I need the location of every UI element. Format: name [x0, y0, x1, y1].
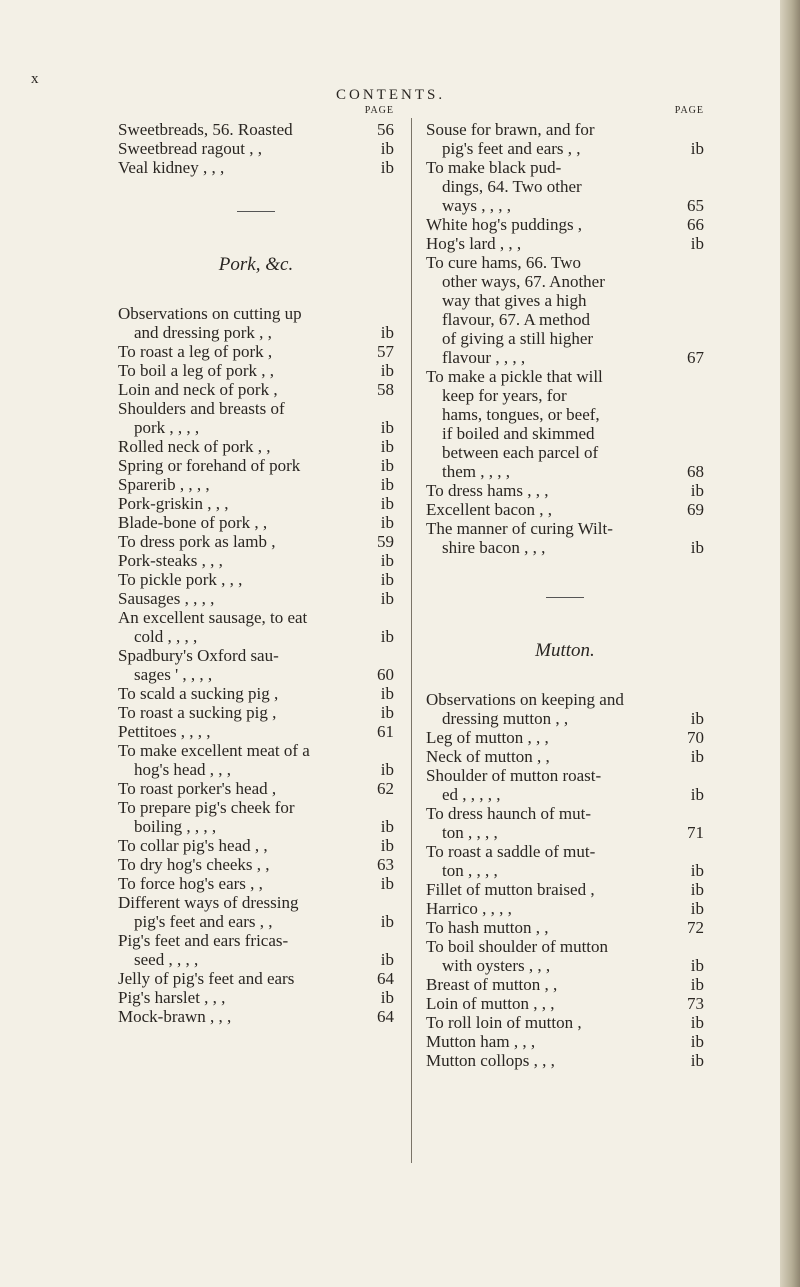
entry-text: To make black pud-: [426, 158, 562, 177]
page-edge: [780, 0, 800, 1287]
toc-entry: [118, 741, 394, 760]
toc-entry: [426, 823, 704, 842]
entry-page-number: ib: [380, 139, 394, 158]
entry-text: To scald a sucking pig ,: [118, 684, 279, 703]
entry-page-number: ib: [690, 709, 704, 728]
entry-text: Sausages , , , ,: [118, 589, 215, 608]
entry-page-number: ib: [690, 234, 704, 253]
entry-page-number: ib: [380, 437, 394, 456]
entry-text: Loin and neck of pork ,: [118, 380, 278, 399]
entry-text: An excellent sausage, to eat: [118, 608, 308, 627]
toc-entry: [118, 627, 394, 646]
entry-text: with oysters , , ,: [442, 956, 551, 975]
entry-text: Pig's harslet , , ,: [118, 988, 226, 1007]
entry-page-number: 59: [377, 532, 394, 551]
entry-page-number: ib: [690, 538, 704, 557]
toc-entry: [426, 481, 704, 500]
left-top-entries: [118, 120, 394, 177]
toc-entry: [118, 589, 394, 608]
entry-text: Shoulders and breasts of: [118, 399, 285, 418]
entry-text: hams, tongues, or beef,: [442, 405, 600, 424]
entry-text: other ways, 67. Another: [442, 272, 605, 291]
entry-page-number: 64: [377, 969, 394, 988]
entry-page-number: 67: [687, 348, 704, 367]
toc-entry: [426, 1013, 704, 1032]
entry-page-number: ib: [380, 912, 394, 931]
right-column: [426, 105, 704, 1070]
toc-entry: [118, 494, 394, 513]
toc-entry: [118, 304, 394, 323]
entry-text: To prepare pig's cheek for: [118, 798, 295, 817]
entry-text: Neck of mutton , ,: [426, 747, 550, 766]
entry-page-number: ib: [380, 361, 394, 380]
toc-entry: [426, 994, 704, 1013]
entry-text: if boiled and skimmed: [442, 424, 595, 443]
entry-text: Breast of mutton , ,: [426, 975, 558, 994]
toc-entry: [118, 475, 394, 494]
entry-text: way that gives a high: [442, 291, 587, 310]
entry-page-number: 72: [687, 918, 704, 937]
entry-page-number: ib: [690, 1032, 704, 1051]
entry-text: To cure hams, 66. Two: [426, 253, 582, 272]
entry-page-number: ib: [380, 494, 394, 513]
entry-page-number: 71: [687, 823, 704, 842]
entry-text: To make a pickle that will: [426, 367, 603, 386]
toc-entry: [118, 361, 394, 380]
toc-entry: [426, 310, 704, 329]
entry-page-number: ib: [380, 570, 394, 589]
entry-text: boiling , , , ,: [134, 817, 217, 836]
toc-entry: [118, 437, 394, 456]
entry-text: Mock-brawn , , ,: [118, 1007, 232, 1026]
toc-entry: [426, 443, 704, 462]
toc-entry: [426, 785, 704, 804]
toc-entry: [426, 728, 704, 747]
entry-page-number: ib: [380, 684, 394, 703]
toc-entry: [426, 329, 704, 348]
entry-text: To dress haunch of mut-: [426, 804, 591, 823]
toc-entry: [118, 532, 394, 551]
toc-entry: [426, 861, 704, 880]
toc-entry: [426, 899, 704, 918]
toc-entry: [426, 1051, 704, 1070]
entry-text: To roast a sucking pig ,: [118, 703, 277, 722]
toc-entry: [426, 348, 704, 367]
toc-entry: [118, 817, 394, 836]
toc-entry: [426, 918, 704, 937]
entry-text: To hash mutton , ,: [426, 918, 549, 937]
toc-entry: [118, 703, 394, 722]
entry-text: To roast a saddle of mut-: [426, 842, 596, 861]
entry-text: Pig's feet and ears fricas-: [118, 931, 289, 950]
section-title-mutton: Mutton.: [535, 640, 595, 661]
entry-page-number: ib: [380, 703, 394, 722]
entry-text: To pickle pork , , ,: [118, 570, 243, 589]
entry-text: flavour , , , ,: [442, 348, 526, 367]
entry-text: Loin of mutton , , ,: [426, 994, 555, 1013]
section-title-pork: Pork, &c.: [218, 254, 294, 275]
toc-entry: [118, 969, 394, 988]
entry-page-number: ib: [380, 950, 394, 969]
entry-text: pig's feet and ears , ,: [442, 139, 581, 158]
toc-entry: [426, 158, 704, 177]
entry-page-number: ib: [690, 899, 704, 918]
entry-text: between each parcel of: [442, 443, 599, 462]
entry-text: To force hog's ears , ,: [118, 874, 263, 893]
entry-page-number: 73: [687, 994, 704, 1013]
toc-entry: [426, 747, 704, 766]
entry-text: To roast a leg of pork ,: [118, 342, 273, 361]
toc-entry: [118, 139, 394, 158]
left-column: [118, 105, 394, 1026]
toc-entry: [426, 538, 704, 557]
entry-text: To collar pig's head , ,: [118, 836, 268, 855]
entry-text: keep for years, for: [442, 386, 567, 405]
running-title: CONTENTS.: [336, 87, 446, 103]
entry-page-number: ib: [380, 418, 394, 437]
entry-text: cold , , , ,: [134, 627, 198, 646]
entry-page-number: ib: [690, 139, 704, 158]
entry-text: Spring or forehand of pork: [118, 456, 301, 475]
entry-text: To dress hams , , ,: [426, 481, 549, 500]
entry-text: White hog's puddings ,: [426, 215, 583, 234]
toc-entry: [426, 234, 704, 253]
entry-page-number: 63: [377, 855, 394, 874]
entry-text: Observations on keeping and: [426, 690, 624, 709]
entry-page-number: 69: [687, 500, 704, 519]
entry-text: To make excellent meat of a: [118, 741, 310, 760]
toc-entry: [426, 519, 704, 538]
entry-text: ed , , , , ,: [442, 785, 501, 804]
toc-entry: [426, 1032, 704, 1051]
entry-page-number: ib: [380, 551, 394, 570]
toc-entry: [426, 880, 704, 899]
section-rule: [546, 597, 584, 598]
entry-text: Blade-bone of pork , ,: [118, 513, 268, 532]
entry-page-number: ib: [690, 1051, 704, 1070]
toc-entry: [118, 912, 394, 931]
toc-entry: [118, 874, 394, 893]
entry-page-number: ib: [380, 323, 394, 342]
entry-page-number: 56: [377, 120, 394, 139]
page-column-label: PAGE: [364, 105, 394, 116]
entry-text: Sparerib , , , ,: [118, 475, 210, 494]
entry-text: Sweetbreads, 56. Roasted: [118, 120, 293, 139]
toc-entry: [118, 988, 394, 1007]
toc-entry: [426, 766, 704, 785]
entry-page-number: ib: [690, 975, 704, 994]
toc-entry: [426, 177, 704, 196]
toc-entry: [118, 399, 394, 418]
toc-entry: [426, 975, 704, 994]
entry-text: The manner of curing Wilt-: [426, 519, 613, 538]
entry-page-number: ib: [380, 513, 394, 532]
page-number: x: [31, 71, 40, 87]
entry-text: and dressing pork , ,: [134, 323, 272, 342]
toc-entry: [426, 291, 704, 310]
entry-text: Pork-steaks , , ,: [118, 551, 223, 570]
toc-entry: [426, 139, 704, 158]
toc-entry: [118, 608, 394, 627]
entry-page-number: ib: [380, 475, 394, 494]
toc-entry: [118, 665, 394, 684]
toc-entry: [118, 323, 394, 342]
toc-entry: [118, 551, 394, 570]
toc-entry: [118, 570, 394, 589]
toc-entry: [118, 779, 394, 798]
toc-entry: [118, 760, 394, 779]
toc-entry: [426, 937, 704, 956]
entry-text: To boil shoulder of mutton: [426, 937, 609, 956]
toc-entry: [118, 798, 394, 817]
toc-entry: [118, 893, 394, 912]
toc-entry: [426, 424, 704, 443]
entry-text: To dry hog's cheeks , ,: [118, 855, 270, 874]
entry-page-number: ib: [690, 785, 704, 804]
entry-text: them , , , ,: [442, 462, 510, 481]
entry-page-number: ib: [380, 627, 394, 646]
entry-text: Observations on cutting up: [118, 304, 302, 323]
toc-entry: [426, 956, 704, 975]
toc-entry: [118, 513, 394, 532]
entry-page-number: 68: [687, 462, 704, 481]
right-top-entries: [426, 120, 704, 557]
entry-text: Leg of mutton , , ,: [426, 728, 549, 747]
entry-text: shire bacon , , ,: [442, 538, 546, 557]
toc-entry: [426, 500, 704, 519]
toc-entry: [426, 120, 704, 139]
entry-page-number: ib: [690, 880, 704, 899]
entry-text: Different ways of dressing: [118, 893, 299, 912]
entry-page-number: ib: [380, 760, 394, 779]
entry-page-number: ib: [690, 956, 704, 975]
entry-page-number: 62: [377, 779, 394, 798]
entry-page-number: ib: [690, 861, 704, 880]
pork-entries: [118, 304, 394, 1026]
entry-page-number: 64: [377, 1007, 394, 1026]
toc-entry: [426, 405, 704, 424]
toc-entry: [118, 646, 394, 665]
entry-text: To dress pork as lamb ,: [118, 532, 276, 551]
entry-text: ways , , , ,: [442, 196, 511, 215]
entry-text: Shoulder of mutton roast-: [426, 766, 602, 785]
toc-entry: [118, 158, 394, 177]
entry-text: Excellent bacon , ,: [426, 500, 553, 519]
entry-page-number: ib: [690, 747, 704, 766]
toc-entry: [426, 804, 704, 823]
entry-text: seed , , , ,: [134, 950, 199, 969]
entry-text: Mutton ham , , ,: [426, 1032, 536, 1051]
entry-text: ton , , , ,: [442, 823, 498, 842]
entry-text: flavour, 67. A method: [442, 310, 591, 329]
toc-entry: [426, 709, 704, 728]
column-divider: [411, 118, 412, 1163]
entry-text: dings, 64. Two other: [442, 177, 582, 196]
entry-text: Souse for brawn, and for: [426, 120, 595, 139]
toc-entry: [118, 684, 394, 703]
page-column-label: PAGE: [674, 105, 704, 116]
toc-entry: [118, 380, 394, 399]
entry-page-number: 60: [377, 665, 394, 684]
toc-entry: [426, 196, 704, 215]
toc-entry: [118, 342, 394, 361]
entry-page-number: ib: [380, 874, 394, 893]
toc-entry: [426, 462, 704, 481]
entry-page-number: ib: [380, 589, 394, 608]
entry-text: Jelly of pig's feet and ears: [118, 969, 295, 988]
toc-entry: [118, 456, 394, 475]
entry-page-number: 65: [687, 196, 704, 215]
toc-entry: [426, 842, 704, 861]
toc-entry: [118, 836, 394, 855]
entry-text: Hog's lard , , ,: [426, 234, 522, 253]
entry-text: sages ' , , , ,: [134, 665, 213, 684]
toc-entry: [118, 950, 394, 969]
entry-text: To boil a leg of pork , ,: [118, 361, 275, 380]
entry-page-number: 61: [377, 722, 394, 741]
toc-entry: [118, 722, 394, 741]
entry-page-number: ib: [690, 481, 704, 500]
entry-text: To roast porker's head ,: [118, 779, 277, 798]
entry-text: of giving a still higher: [442, 329, 594, 348]
entry-text: ton , , , ,: [442, 861, 498, 880]
toc-entry: [118, 1007, 394, 1026]
toc-entry: [118, 120, 394, 139]
entry-text: Veal kidney , , ,: [118, 158, 225, 177]
entry-text: Fillet of mutton braised ,: [426, 880, 595, 899]
entry-page-number: ib: [380, 817, 394, 836]
entry-page-number: 66: [687, 215, 704, 234]
toc-entry: [426, 253, 704, 272]
entry-page-number: 57: [377, 342, 394, 361]
entry-text: Harrico , , , ,: [426, 899, 512, 918]
section-rule: [237, 211, 275, 212]
entry-text: Spadbury's Oxford sau-: [118, 646, 279, 665]
entry-text: To roll loin of mutton ,: [426, 1013, 582, 1032]
entry-text: Mutton collops , , ,: [426, 1051, 555, 1070]
entry-page-number: ib: [380, 158, 394, 177]
entry-text: Sweetbread ragout , ,: [118, 139, 262, 158]
mutton-entries: [426, 690, 704, 1070]
toc-entry: [118, 855, 394, 874]
toc-entry: [426, 386, 704, 405]
entry-text: hog's head , , ,: [134, 760, 232, 779]
entry-page-number: ib: [690, 1013, 704, 1032]
entry-page-number: ib: [380, 456, 394, 475]
entry-text: pork , , , ,: [134, 418, 200, 437]
entry-text: Pettitoes , , , ,: [118, 722, 211, 741]
toc-entry: [426, 272, 704, 291]
entry-page-number: 70: [687, 728, 704, 747]
toc-entry: [426, 690, 704, 709]
entry-text: dressing mutton , ,: [442, 709, 569, 728]
toc-entry: [426, 367, 704, 386]
toc-entry: [118, 418, 394, 437]
entry-page-number: 58: [377, 380, 394, 399]
entry-text: Pork-griskin , , ,: [118, 494, 229, 513]
entry-text: Rolled neck of pork , ,: [118, 437, 271, 456]
toc-entry: [426, 215, 704, 234]
entry-page-number: ib: [380, 836, 394, 855]
entry-page-number: ib: [380, 988, 394, 1007]
entry-text: pig's feet and ears , ,: [134, 912, 273, 931]
toc-entry: [118, 931, 394, 950]
